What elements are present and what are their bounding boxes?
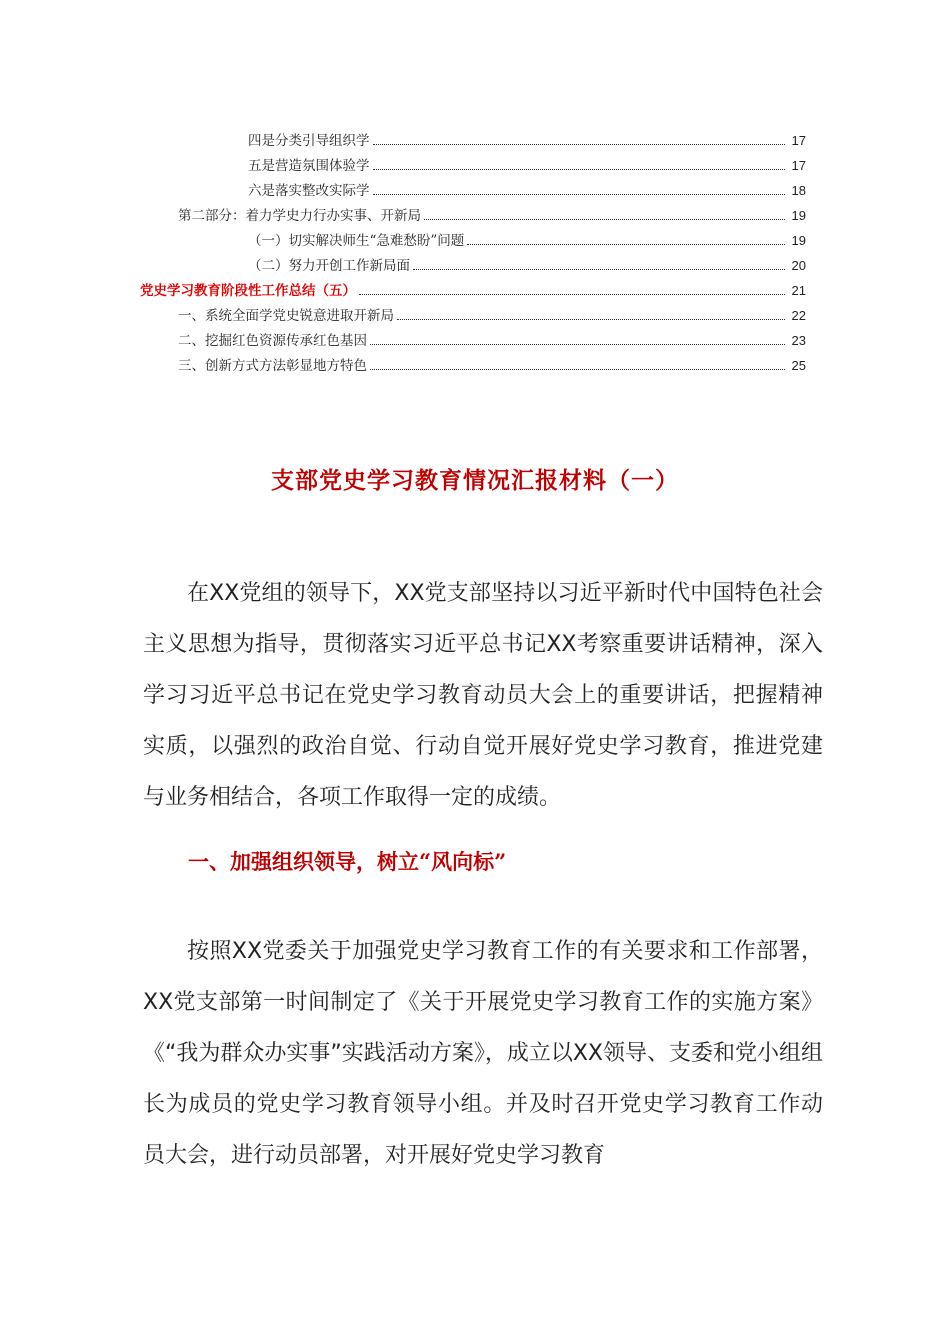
toc-entry-text: 二、挖掘红色资源传承红色基因 <box>178 333 367 349</box>
document-title: 支部党史学习教育情况汇报材料（一） <box>271 467 679 494</box>
toc-entry-text: （一）切实解决师生“急难愁盼”问题 <box>248 233 465 249</box>
toc-entry[interactable] <box>140 176 806 201</box>
toc-entry-text: 四是分类引导组织学 <box>248 133 370 149</box>
toc-leader-dots <box>397 319 785 320</box>
toc-entry-text: （二）努力开创工作新局面 <box>248 258 410 274</box>
toc-entry[interactable] <box>140 251 806 276</box>
toc-entry-text: 一、系统全面学党史锐意进取开新局 <box>178 308 394 324</box>
toc-page-number: 18 <box>791 183 806 198</box>
toc-entry-text: 五是营造氛围体验学 <box>248 158 370 174</box>
toc-entry[interactable] <box>140 351 806 376</box>
toc-page-number: 23 <box>791 333 806 348</box>
toc-entry[interactable] <box>140 151 806 176</box>
toc-entry-text: 党史学习教育阶段性工作总结（五） <box>140 283 356 299</box>
toc-page-number: 17 <box>791 133 806 148</box>
toc-entry[interactable] <box>140 326 806 351</box>
toc-entry-highlighted[interactable] <box>140 276 806 301</box>
toc-entry[interactable] <box>140 226 806 251</box>
table-of-contents <box>140 126 806 376</box>
toc-page-number: 19 <box>791 208 806 223</box>
toc-leader-dots <box>467 244 785 245</box>
toc-page-number: 20 <box>791 258 806 273</box>
toc-page-number: 19 <box>791 233 806 248</box>
toc-leader-dots <box>373 169 786 170</box>
toc-entry[interactable] <box>140 126 806 151</box>
toc-leader-dots <box>370 344 785 345</box>
toc-entry-text: 六是落实整改实际学 <box>248 183 370 199</box>
toc-leader-dots <box>424 219 785 220</box>
toc-entry[interactable] <box>140 201 806 226</box>
toc-page-number: 21 <box>791 283 806 298</box>
toc-page-number: 17 <box>791 158 806 173</box>
toc-entry-text: 三、创新方式方法彰显地方特色 <box>178 358 367 374</box>
toc-entry[interactable] <box>140 301 806 326</box>
toc-leader-dots <box>370 369 785 370</box>
toc-leader-dots <box>373 194 786 195</box>
toc-leader-dots <box>413 269 785 270</box>
body-paragraph: 在XX党组的领导下，XX党支部坚持以习近平新时代中国特色社会主义思想为指导，贯彻落实习近平总书记XX考察重要讲话精神，深入学习习近平总书记在党史学习教育动员大会上的重要讲话，把握精神实质，以强烈的政治自觉、行动自觉开展好党史学习教育，推进党建与业务相结合，各项工作取得一定的成绩。 <box>143 581 823 810</box>
section-heading: 一、加强组织领导，树立“风向标” <box>188 849 507 874</box>
toc-entry-text: 第二部分：着力学史力行办实事、开新局 <box>178 208 421 224</box>
toc-leader-dots <box>359 294 785 295</box>
body-paragraph: 按照XX党委关于加强党史学习教育工作的有关要求和工作部署，XX党支部第一时间制定了《关于开展党史学习教育工作的实施方案》《“我为群众办实事”实践活动方案》，成立以XX领导、支委和党小组组长为成员的党史学习教育领导小组。并及时召开党史学习教育工作动员大会，进行动员部署，对开展好党史学习教育 <box>143 939 823 1168</box>
toc-page-number: 22 <box>791 308 806 323</box>
toc-page-number: 25 <box>791 358 806 373</box>
toc-leader-dots <box>373 144 786 145</box>
